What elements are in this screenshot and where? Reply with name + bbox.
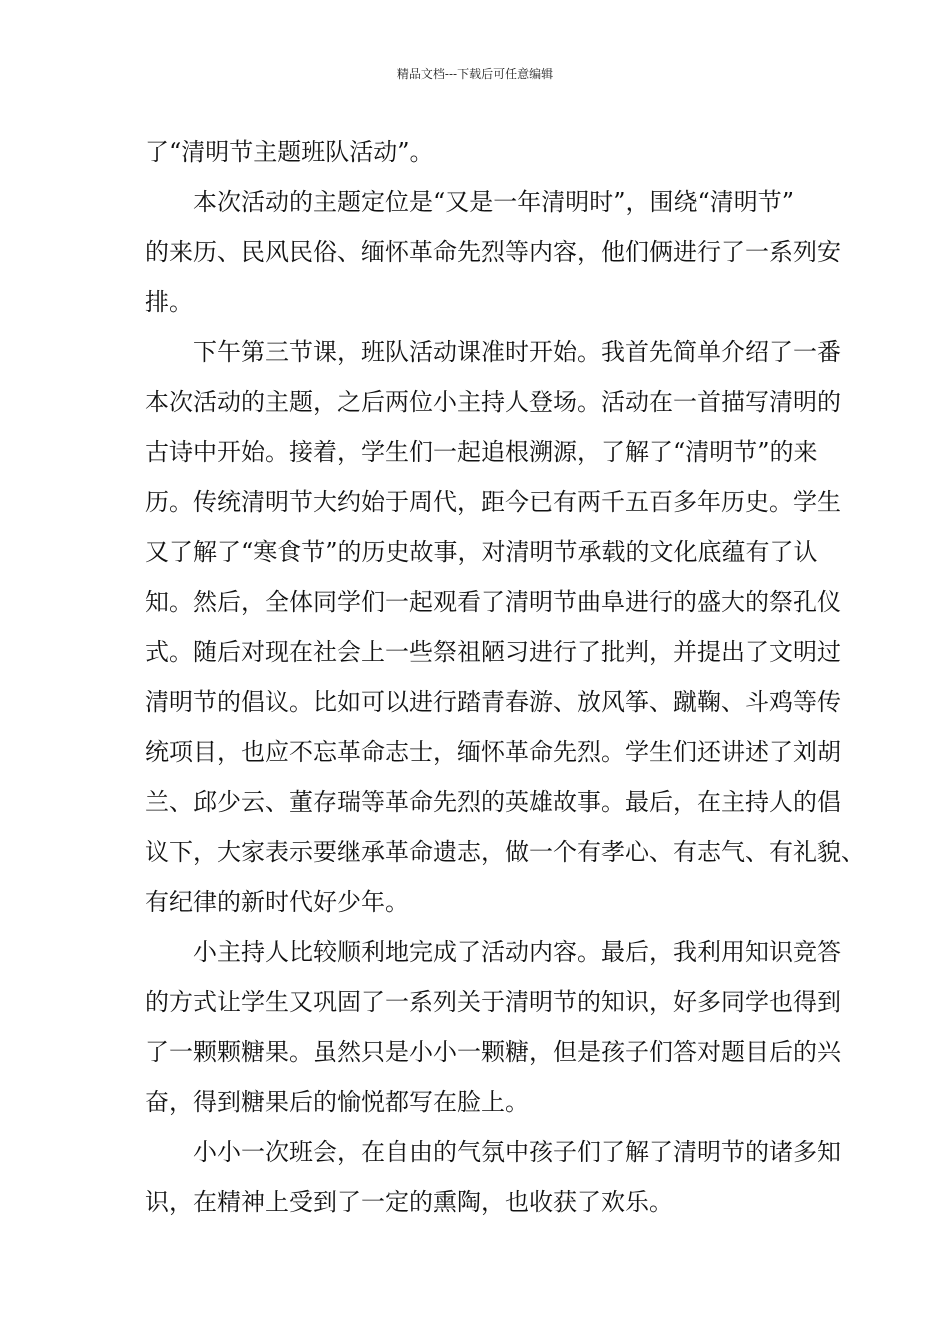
text-line: 小小一次班会，在自由的气氛中孩子们了解了清明节的诸多知 [193, 1138, 841, 1166]
text-line: 奋，得到糖果后的愉悦都写在脸上。 [145, 1088, 529, 1116]
text-line: 式。随后对现在社会上一些祭祖陋习进行了批判，并提出了文明过 [145, 638, 841, 666]
text-line: 统项目，也应不忘革命志士，缅怀革命先烈。学生们还讲述了刘胡 [145, 738, 841, 766]
text-line: 清明节的倡议。比如可以进行踏青春游、放风筝、蹴鞠、斗鸡等传 [145, 688, 841, 716]
text-line: 议下，大家表示要继承革命遗志，做一个有孝心、有志气、有礼貌、 [145, 838, 865, 866]
paragraph [145, 1127, 841, 1227]
text-line: 了一颗颗糖果。虽然只是小小一颗糖，但是孩子们答对题目后的兴 [145, 1038, 841, 1066]
text-line: 兰、邱少云、董存瑞等革命先烈的英雄故事。最后，在主持人的倡 [145, 788, 841, 816]
paragraph [145, 127, 809, 177]
text-line: 本次活动的主题定位是“又是一年清明时”，围绕“清明节” [193, 188, 795, 216]
text-line: 的来历、民风民俗、缅怀革命先烈等内容，他们俩进行了一系列安 [145, 238, 841, 266]
paragraph [145, 327, 865, 927]
paragraph [145, 177, 841, 327]
text-line: 下午第三节课，班队活动课准时开始。我首先简单介绍了一番 [193, 338, 841, 366]
text-line: 古诗中开始。接着，学生们一起追根溯源，了解了“清明节”的来 [145, 438, 818, 466]
text-line: 了“清明节主题班队活动”。 [145, 138, 434, 166]
text-line: 历。传统清明节大约始于周代，距今已有两千五百多年历史。学生 [145, 488, 841, 516]
text-line: 识，在精神上受到了一定的熏陶，也收获了欢乐。 [145, 1188, 673, 1216]
document-body [145, 127, 865, 1227]
text-line: 有纪律的新时代好少年。 [145, 888, 409, 916]
paragraph [145, 927, 841, 1127]
text-line: 本次活动的主题，之后两位小主持人登场。活动在一首描写清明的 [145, 388, 841, 416]
text-line: 小主持人比较顺利地完成了活动内容。最后，我利用知识竞答 [193, 938, 841, 966]
text-line: 知。然后，全体同学们一起观看了清明节曲阜进行的盛大的祭孔仪 [145, 588, 841, 616]
text-line: 又了解了“寒食节”的历史故事，对清明节承载的文化底蕴有了认 [145, 538, 818, 566]
text-line: 的方式让学生又巩固了一系列关于清明节的知识，好多同学也得到 [145, 988, 841, 1016]
text-line: 排。 [145, 288, 193, 316]
page-header: 精品文档---下载后可任意编辑 [396, 67, 554, 81]
